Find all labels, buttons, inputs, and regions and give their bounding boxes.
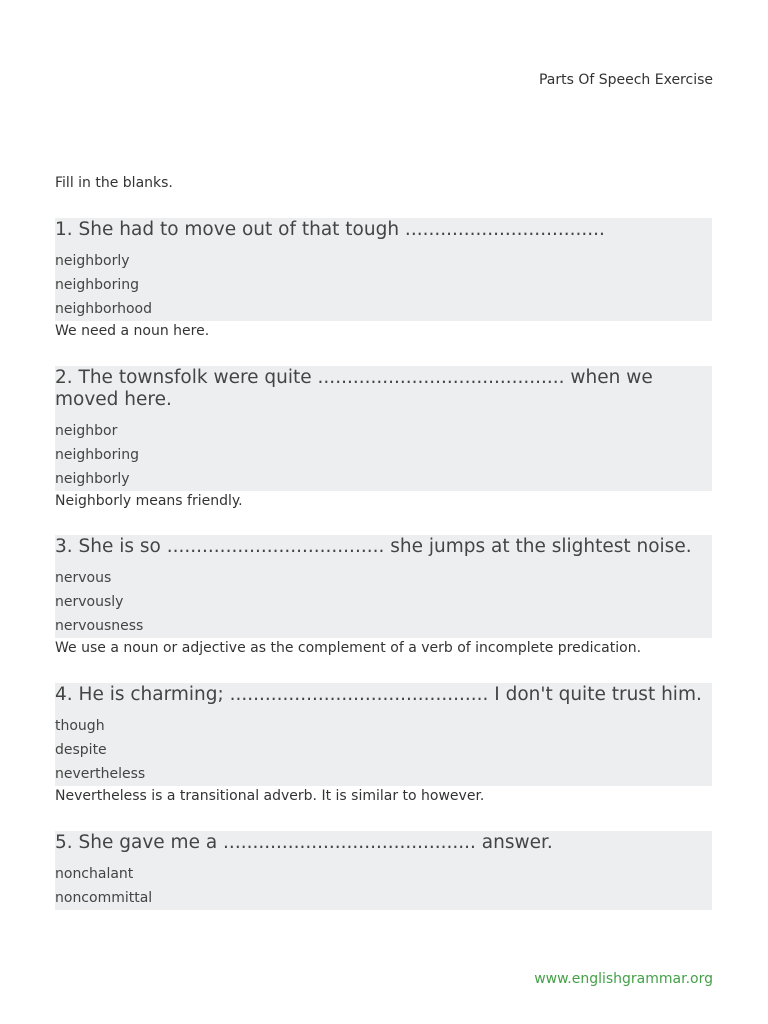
answer-option[interactable]: neighborly [55,253,130,269]
question-text: 3. She is so ..................................... she jumps at the slightest noise. [55,536,692,557]
question-panel [55,683,712,786]
explanation-text: We use a noun or adjective as the complement of a verb of incomplete predication. [55,640,642,656]
answer-option[interactable]: nevertheless [55,766,146,782]
answer-option[interactable]: nervously [55,594,124,610]
question-panel [55,535,712,638]
answer-option[interactable]: neighboring [55,447,139,463]
instructions: Fill in the blanks. [55,175,173,191]
question-text: 1. She had to move out of that tough .................................. [55,219,605,240]
question-panel [55,218,712,321]
site-link[interactable]: www.englishgrammar.org [534,971,713,987]
explanation-text: Neighborly means friendly. [55,493,243,509]
answer-option[interactable]: neighborhood [55,301,152,317]
question-panel [55,831,712,910]
answer-option[interactable]: though [55,718,105,734]
answer-option[interactable]: neighbor [55,423,118,439]
answer-option[interactable]: noncommittal [55,890,153,906]
answer-option[interactable]: nervousness [55,618,144,634]
explanation-text: We need a noun here. [55,323,210,339]
answer-option[interactable]: neighboring [55,277,139,293]
answer-option[interactable]: nonchalant [55,866,134,882]
question-3 [55,535,712,660]
question-1 [55,218,712,343]
explanation-text: Nevertheless is a transitional adverb. It is similar to however. [55,788,485,804]
question-text: 5. She gave me a ........................................... answer. [55,832,553,853]
question-2 [55,366,712,513]
question-5 [55,831,712,908]
header-title: Parts Of Speech Exercise [538,72,713,88]
question-text: 2. The townsfolk were quite .......................................... when we moved here. [55,367,653,410]
question-4 [55,683,712,808]
answer-option[interactable]: nervous [55,570,112,586]
question-panel [55,366,712,491]
answer-option[interactable]: despite [55,742,107,758]
question-text: 4. He is charming; ............................................ I don't quite trust him. [55,684,702,705]
answer-option[interactable]: neighborly [55,471,130,487]
